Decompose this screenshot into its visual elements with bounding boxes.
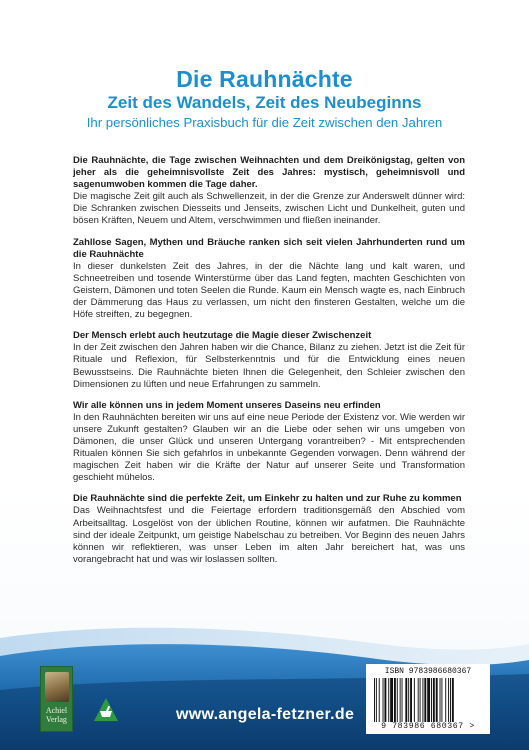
barcode-bar — [436, 678, 438, 722]
section-body: Die magische Zeit gilt auch als Schwellenzeit, in der die Grenze zur Anderswelt dünner wird: Die Schranken zwischen Diesseits und Jenseits, zwischen Licht und Dunkelheit, guten und bösen Kräften, Neuem und Altem, verschwimmen und fließen ineinander. — [73, 191, 465, 227]
barcode-bar — [418, 678, 419, 722]
section-body: Das Weihnachtsfest und die Feiertage erfordern traditionsgemäß den Abschied vom Arbeitsalltag. Losgelöst von der üblichen Routine, können wir aufatmen. Die Rauhnächte sind der ideale Zeitpunkt, um geistige Nabelschau zu betreiben. Vor Beginn des neuen Jahrs können wir reflektieren, was unser Leben im alten Jahr bereichert hat, was uns vorangebracht hat und was wir loslassen sollten. — [73, 505, 465, 565]
green-triangle-mortar-icon — [93, 697, 119, 723]
blurb-section — [73, 155, 465, 228]
barcode-bar — [445, 678, 446, 722]
publisher-name-line2: Verlag — [46, 715, 67, 724]
barcode-bar — [414, 678, 415, 722]
barcode-arrow: > — [469, 722, 475, 731]
barcode-bar — [376, 678, 377, 722]
section-heading: Die Rauhnächte sind die perfekte Zeit, um Einkehr zu halten und zur Ruhe zu kommen — [73, 493, 462, 505]
barcode-number: 9 783986 680367 — [381, 722, 464, 731]
barcode-bar — [420, 678, 421, 722]
barcode-bar — [433, 678, 435, 722]
barcode-bar — [394, 678, 396, 722]
barcode-bar — [383, 678, 384, 722]
barcode-bar — [408, 678, 409, 722]
blurb-section — [73, 330, 465, 390]
barcode-bar — [405, 678, 407, 722]
cover-header — [0, 66, 529, 131]
section-heading: Der Mensch erlebt auch heutzutage die Magie dieser Zwischenzeit — [73, 330, 372, 342]
isbn-label: ISBN 9783986680367 — [384, 667, 472, 676]
section-body: In der Zeit zwischen den Jahren haben wir die Chance, Bilanz zu ziehen. Jetzt ist die Zeit für Rituale und Reflexion, für Selbsterkenntnis und für die Entwicklung eines neuen Bewusstseins. Die Rauhnächte bieten Ihnen die Gelegenheit, den Schleier zwischen den Dimensionen zu lüften und neue Erfahrungen zu sammeln. — [73, 342, 465, 390]
barcode-bar — [410, 678, 412, 722]
publisher-name-line1: Achiel — [45, 706, 68, 715]
barcode-bar — [440, 678, 441, 722]
barcode-bar — [379, 678, 380, 722]
barcode-bar — [450, 678, 451, 722]
website-link[interactable]: www.angela-fetzner.de — [176, 706, 355, 723]
barcode-bar — [402, 678, 403, 722]
barcode-bar — [374, 678, 375, 722]
barcode-bar — [397, 678, 398, 722]
barcode-bar — [422, 678, 423, 722]
section-heading: Die Rauhnächte, die Tage zwischen Weihnachten und dem Dreikönigstag, gelten von jeher als die geheimnisvollste Zeit des Jahres: mystisch, geheimnisvoll und sagenumwoben kommen die Tage daher. — [73, 155, 465, 191]
blurb-section — [73, 493, 465, 566]
book-title: Die Rauhnächte — [176, 66, 353, 92]
barcode-bar — [384, 678, 386, 722]
barcode-bars — [372, 678, 484, 722]
barcode-bar — [431, 678, 432, 722]
blurb-section — [73, 400, 465, 485]
barcode-digits — [366, 722, 490, 731]
book-tagline: Ihr persönliches Praxisbuch für die Zeit zwischen den Jahren — [86, 115, 443, 130]
barcode-bar — [441, 678, 442, 722]
section-heading: Wir alle können uns in jedem Moment unseres Daseins neu erfinden — [73, 399, 381, 411]
horse-portrait-icon — [45, 672, 69, 702]
barcode-bar — [400, 678, 401, 722]
isbn-barcode — [366, 664, 490, 734]
barcode-bar — [424, 678, 426, 722]
publisher-name — [41, 706, 72, 724]
section-heading: Zahllose Sagen, Mythen und Bräuche ranken sich seit vielen Jahrhunderten rund um die Rauhnächte — [73, 236, 465, 260]
publisher-logo — [40, 666, 73, 732]
barcode-bar — [427, 678, 430, 722]
section-body: In den Rauhnächten bereiten wir uns auf eine neue Periode der Existenz vor. Wie werden wir unsere Zukunft gestalten? Glauben wir an die Liebe oder sehen wir uns umgeben von Dämonen, die unser Glück und unseren Untergang vorantreiben? - Mit entsprechenden Ritualen können Sie sich gefahrlos in unbekannte Gegenden vorwagen. Denn während der magischen Zeit haben wir die Kräfte der Natur auf unserer Seite und Transformation geschieht mühelos. — [73, 411, 465, 484]
section-body: In dieser dunkelsten Zeit des Jahres, in der die Nächte lang und kalt waren, und Schneetreiben und tosende Winterstürme über das Land fegten, machten Geschichten von Geistern, Dämonen und toten Seelen die Runde. Kaum ein Mensch wagte es, nach Einbruch der Dämmerung das Haus zu verlassen, um nicht den finsteren Gestalten, welche um die Höfe streiften, zu begegnen. — [73, 260, 465, 321]
barcode-bar — [448, 678, 449, 722]
barcode-bar — [390, 678, 393, 722]
blurb-text — [73, 155, 465, 575]
barcode-bar — [452, 678, 454, 722]
book-subtitle: Zeit des Wandels, Zeit des Neubeginns — [107, 93, 422, 112]
barcode-bar — [388, 678, 389, 722]
blurb-section — [73, 237, 465, 322]
